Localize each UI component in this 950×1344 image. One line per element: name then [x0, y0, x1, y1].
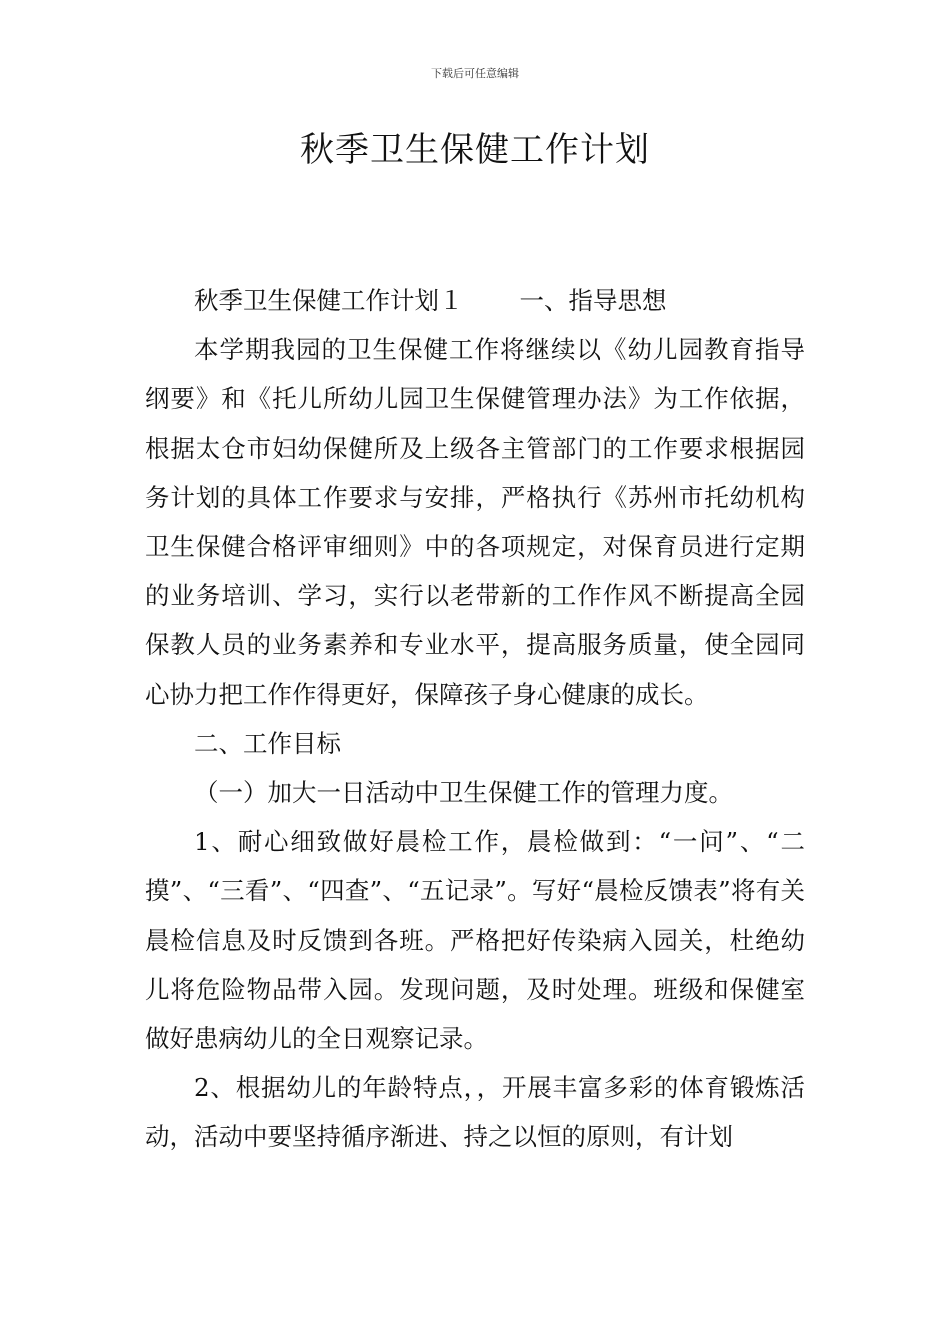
subsection-heading-management: （一）加大一日活动中卫生保健工作的管理力度。 — [194, 778, 733, 808]
section-heading-guiding-thought: 一、指导思想 — [519, 286, 667, 315]
document-body — [145, 276, 805, 1162]
paragraph-intro — [145, 276, 805, 325]
document-title: 秋季卫生保健工作计划 — [300, 130, 650, 170]
paragraph-guiding-thought: 本学期我园的卫生保健工作将继续以《幼儿园教育指导纲要》和《托儿所幼儿园卫生保健管理办法》为工作依据，根据太仓市妇幼保健所及上级各主管部门的工作要求根据园务计划的具体工作要求与安排，严格执行《苏州市托幼机构卫生保健合格评审细则》中的各项规定，对保育员进行定期的业务培训、学习，实行以老带新的工作作风不断提高全园保教人员的业务素养和专业水平，提高服务质量，使全园同心协力把工作作得更好，保障孩子身心健康的成长。 — [145, 335, 805, 709]
plan-heading: 秋季卫生保健工作计划１ — [194, 286, 464, 315]
header-note: 下载后可任意编辑 — [431, 67, 519, 80]
paragraph-morning-check: 1、耐心细致做好晨检工作，晨检做到：“一问”、“二摸”、“三看”、“四查”、“五记录”。写好“晨检反馈表”将有关晨检信息及时反馈到各班。严格把好传染病入园关，杜绝幼儿将危险物品带入园。发现问题，及时处理。班级和保健室做好患病幼儿的全日观察记录。 — [145, 827, 805, 1054]
section-heading-goals: 二、工作目标 — [194, 728, 341, 758]
paragraph-physical-activity: 2、根据幼儿的年龄特点，，开展丰富多彩的体育锻炼活动，活动中要坚持循序渐进、持之以恒的原则，有计划 — [145, 1073, 805, 1152]
